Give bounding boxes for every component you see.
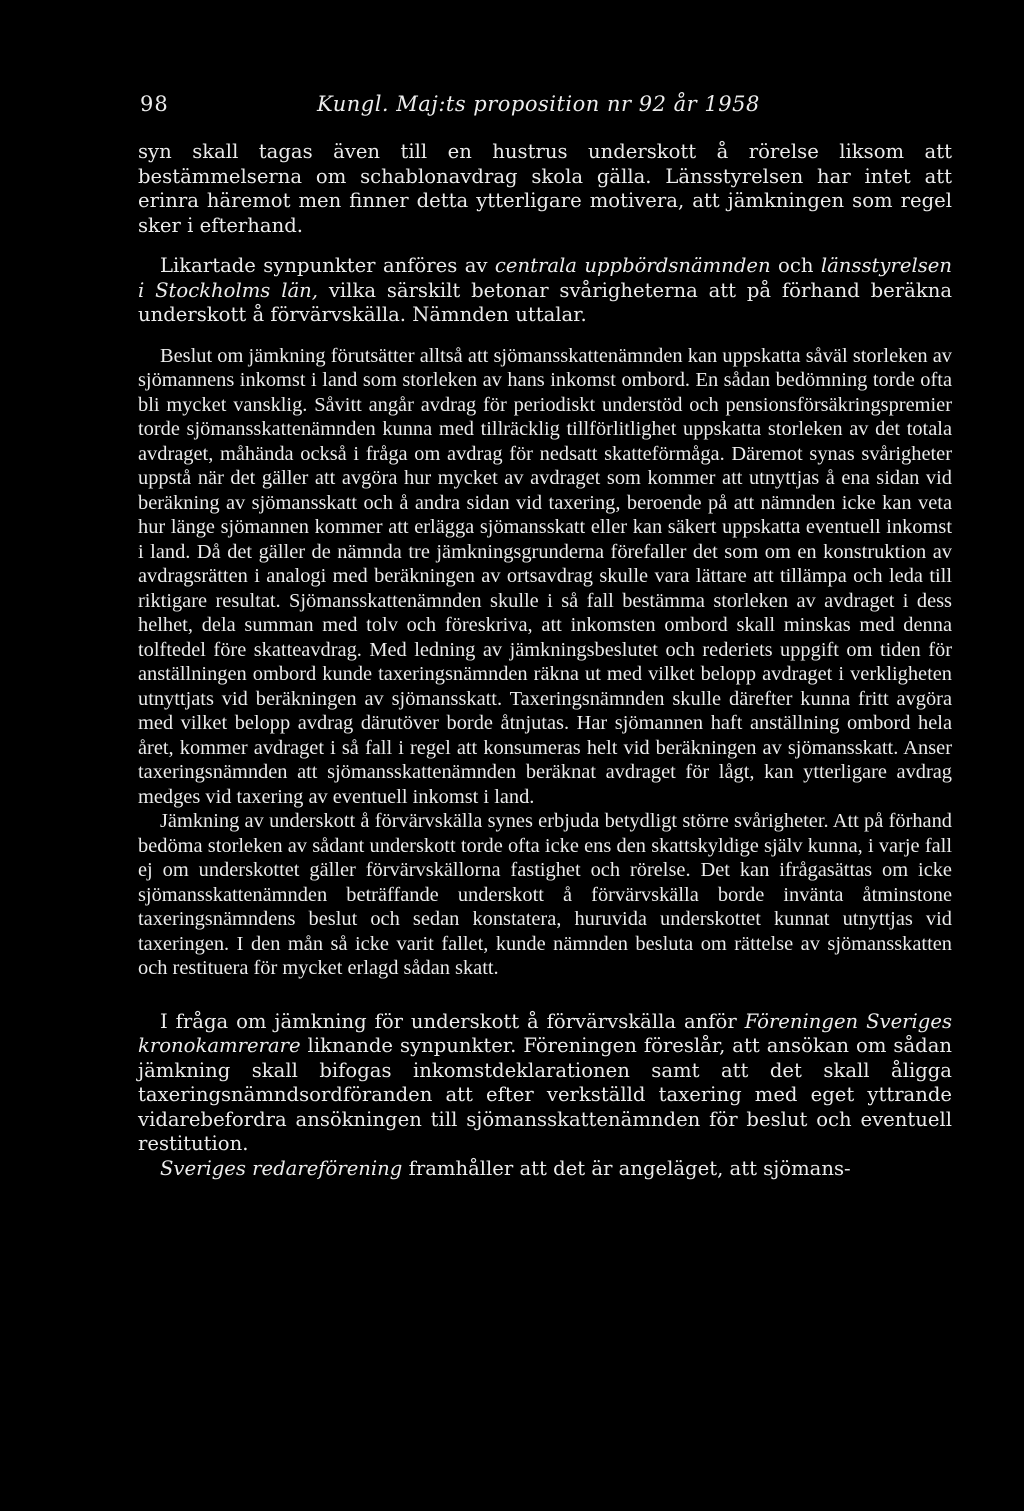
text-segment: Likartade synpunkter anföres av (160, 254, 495, 277)
italic-organization-name: Föreningen Sveriges kronokamrerare (138, 1009, 953, 1057)
text-segment: I fråga om jämkning för underskott å förvärvskälla anför (160, 1009, 745, 1033)
body-text (138, 140, 952, 1181)
page-number: 98 (140, 92, 169, 116)
text-segment: och (770, 254, 821, 277)
italic-organization-name: länsstyrelsen i Stockholms län, (138, 254, 952, 302)
text-segment: syn skall tagas även till en hustrus underskott å rörelse liksom att bestämmelserna om schablonavdrag skola gälla. Länsstyrelsen har intet att erinra häremot men finner detta ytterligare motivera, att jämkningen som regel sker i efterhand. (138, 140, 952, 237)
text-segment: Beslut om jämkning förutsätter alltså att sjömansskattenämnden kan uppskatta såväl storleken av sjömannens inkomst i land som storleken av hans inkomst ombord. En sådan bedömning torde ofta bli mycket vansklig. Såvitt angår avdrag för periodiskt understöd och pensionsförsäkringspremier torde sjömansskattenämnden kunna med tillräcklig tillförlitlighet uppskatta storleken av det totala avdraget, måhända också i fråga om avdrag för nedsatt skatteförmåga. Däremot synas svårigheter uppstå när det gäller att avgöra hur mycket av avdraget som kommer att utnyttjas å ena sidan vid beräkning av sjömansskatt och å andra sidan vid taxering, beroende på att nämnden icke kan veta hur länge sjömannen kommer att erlägga sjömansskatt eller kan säkert uppskatta eventuell inkomst i land. Då det gäller de nämnda tre jämkningsgrunderna förefaller det som om en konstruktion av avdragsrätten i analogi med beräkningen av ortsavdrag skulle vara lättare att tillämpa och leda till riktigare resultat. Sjömansskattenämnden skulle i så fall bestämma storleken av avdraget i dess helhet, dela summan med tolv och föreskriva, att inkomsten ombord skall minskas med denna tolftedel före skatteavdrag. Med ledning av jämkningsbeslutet och rederiets uppgift om tiden för anställningen ombord kunde taxeringsnämnden räkna ut med vilket belopp avdraget i verkligheten utnyttjats vid beräkningen av sjömansskatt. Taxeringsnämnden skulle därefter kunna fritt avgöra med vilket belopp avdrag därutöver borde åtnjutas. Har sjömannen haft anställning ombord hela året, kommer avdraget i så fall i regel att konsumeras helt vid beräkningen av sjömansskatt. Anser taxeringsnämnden att sjömansskattenämnden beräknat avdraget för lågt, kan ytterligare avdrag medges vid taxering av eventuell inkomst i land. (138, 344, 952, 808)
quoted-paragraph (138, 344, 952, 810)
quoted-paragraph (138, 809, 952, 981)
italic-organization-name: centrala uppbördsnämnden (494, 254, 771, 277)
text-segment: vilka särskilt betonar svårigheterna att på förhand beräkna underskott å förvärvskälla. Nämnden uttalar. (138, 278, 952, 326)
paragraph-synpunkter (138, 254, 952, 328)
paragraph-continuation (138, 140, 952, 238)
paragraph-redareforening (138, 1157, 952, 1182)
italic-organization-name: Sveriges redareförening (160, 1156, 403, 1180)
running-title: Kungl. Maj:ts proposition nr 92 år 1958 (317, 92, 760, 116)
text-segment: liknande synpunkter. Föreningen föreslår, att ansökan om sådan jämkning skall bifogas inkomstdeklarationen samt att det skall åligga taxeringsnämndsordföranden att efter verkställd taxering med eget yttrande vidarebefordra ansökningen till sjömansskattenämnden för beslut och eventuell restitution. (138, 1034, 952, 1155)
paragraph-foreningen (138, 1010, 952, 1157)
text-segment: Jämkning av underskott å förvärvskälla synes erbjuda betydligt större svårigheter. Att på förhand bedöma storleken av sådant underskott torde ofta icke ens den skattskyldige själv kunna, i varje fall ej om underskottet gäller förvärvskällorna fastighet och rörelse. Det kan ifrågasättas om icke sjömansskattenämnden beträffande underskott å förvärvskälla borde invänta åtminstone taxeringsnämndens beslut och sedan konstatera, huruvida underskottet kunnat utnyttjas vid taxeringen. I den mån så icke varit fallet, kunde nämnden besluta om rättelse av sjömansskatten och restituera för mycket erlagd sådan skatt. (138, 810, 952, 979)
page-header (140, 92, 952, 122)
text-segment: framhåller att det är angeläget, att sjömans- (402, 1156, 851, 1180)
